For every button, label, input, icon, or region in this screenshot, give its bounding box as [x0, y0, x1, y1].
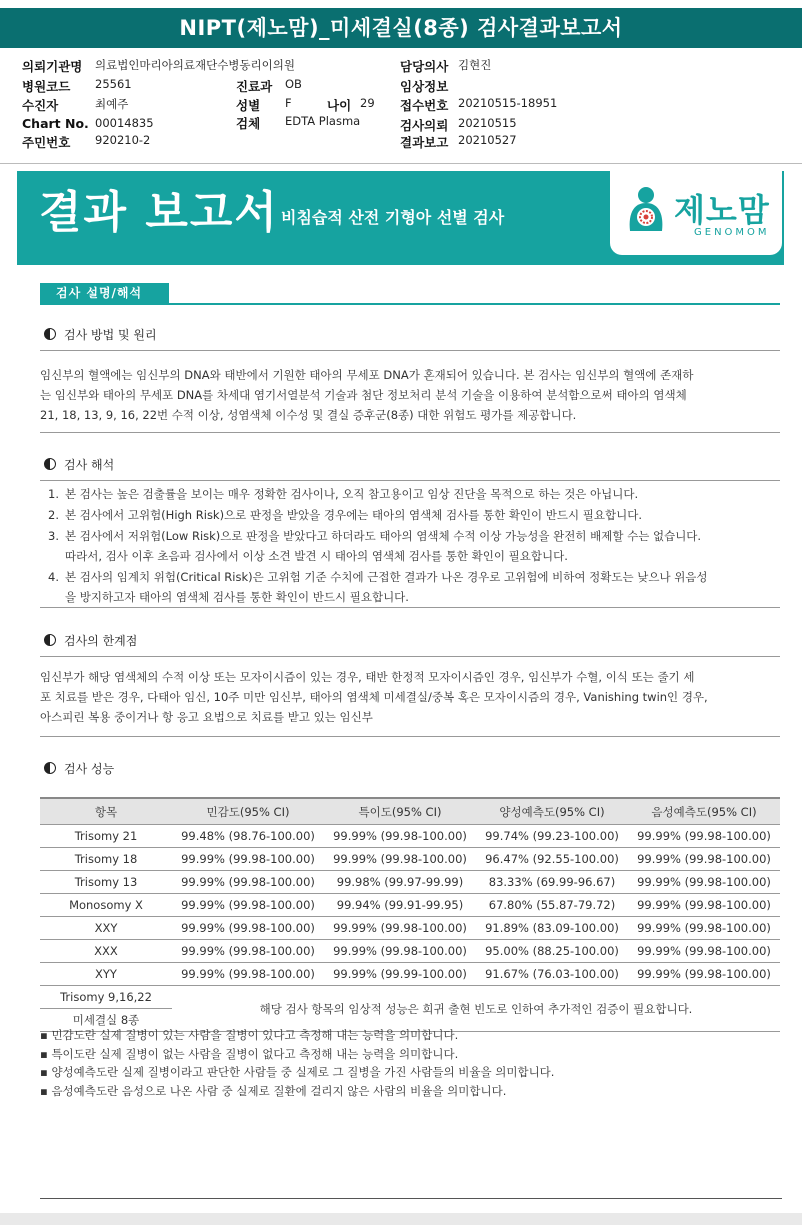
info-value-chart-no: 00014835 — [95, 116, 154, 130]
info-label-receipt-no: 접수번호 — [400, 98, 449, 113]
column-header: 특이도(95% CI) — [324, 798, 476, 825]
info-value-patient: 최예주 — [95, 97, 129, 111]
limitations-text — [40, 667, 782, 727]
method-line: 는 임신부와 태아의 무세포 DNA를 차세대 염기서열분석 기술과 첨단 정보처리 분석 기술을 이용하여 분석함으로써 태아의 염색체 — [40, 388, 687, 402]
section-title: 검사 설명/해석 — [40, 283, 169, 304]
list-number: 3. — [48, 529, 59, 543]
table-cell: Trisomy 21 — [40, 825, 172, 848]
table-cell: 99.99% (99.98-100.00) — [172, 963, 324, 986]
table-cell: 99.99% (99.98-100.00) — [628, 825, 780, 848]
footnote: ▪ 민감도란 실제 질병이 있는 사람을 질병이 있다고 측정해 내는 능력을 의미합니다. — [40, 1026, 554, 1045]
half-circle-icon — [44, 762, 56, 774]
table-header-row — [40, 798, 780, 825]
limitations-heading — [44, 632, 137, 649]
list-text: 본 검사에서 저위험(Low Risk)으로 판정을 받았다고 하더라도 태아의 염색체 수적 이상 가능성을 완전히 배제할 수는 없습니다. — [65, 529, 702, 543]
divider — [40, 736, 780, 737]
method-heading-text: 검사 방법 및 원리 — [64, 328, 157, 342]
limitations-heading-text: 검사의 한계점 — [64, 634, 138, 648]
half-circle-icon — [44, 634, 56, 646]
divider — [40, 607, 780, 608]
table-cell: 99.99% (99.98-100.00) — [628, 917, 780, 940]
limitations-line: 임신부가 해당 염색체의 수적 이상 또는 모자이시즘이 있는 경우, 태반 한정적 모자이시즘인 경우, 임신부가 수혈, 이식 또는 줄기 세 — [40, 670, 695, 684]
list-number: 1. — [48, 487, 59, 501]
interpretation-heading-text: 검사 해석 — [64, 458, 115, 472]
table-cell: 83.33% (69.99-96.67) — [476, 871, 628, 894]
performance-table — [40, 797, 780, 1032]
limitations-line: 포 치료를 받은 경우, 다태아 임신, 10주 미만 임신부, 태아의 염색체 미세결실/중복 혹은 모자이시즘의 경우, Vanishing twin인 경우, — [40, 690, 708, 704]
list-text: 을 방지하고자 태아의 염색체 검사를 통한 확인이 반드시 필요합니다. — [65, 590, 409, 604]
info-label-clinical-info: 임상정보 — [400, 79, 449, 94]
table-row — [40, 848, 780, 871]
table-cell: XXY — [40, 917, 172, 940]
info-value-requester: 의료법인마리아의료재단수병동리이의원 — [95, 58, 295, 72]
list-text: 따라서, 검사 이후 초음파 검사에서 이상 소견 발견 시 태아의 염색체 검사를 통한 확인이 필요합니다. — [65, 549, 568, 563]
patient-info — [0, 55, 802, 155]
info-label-specimen: 검체 — [236, 116, 261, 131]
table-cell: Monosomy X — [40, 894, 172, 917]
table-row — [40, 986, 780, 1009]
list-number: 4. — [48, 570, 59, 584]
table-row — [40, 871, 780, 894]
table-cell: 91.67% (76.03-100.00) — [476, 963, 628, 986]
table-cell: 99.99% (99.98-100.00) — [628, 871, 780, 894]
table-cell: Trisomy 9,16,22 — [40, 986, 172, 1009]
info-label-department: 진료과 — [236, 79, 273, 94]
list-text: 본 검사의 임계치 위험(Critical Risk)은 고위험 기준 수치에 근접한 결과가 나온 경우로 고위험에 비하여 정확도는 낮으나 위음성 — [65, 570, 708, 584]
genomom-logo-icon — [624, 183, 668, 233]
table-cell: 99.99% (99.99-100.00) — [324, 963, 476, 986]
table-cell: 99.99% (99.98-100.00) — [324, 825, 476, 848]
list-text: 본 검사에서 고위험(High Risk)으로 판정을 받았을 경우에는 태아의 염색체 검사를 통한 확인이 반드시 필요합니다. — [65, 508, 642, 522]
method-text — [40, 365, 782, 425]
divider — [0, 163, 802, 164]
report-title: NIPT(제노맘)_미세결실(8종) 검사결과보고서 — [0, 8, 802, 48]
report-banner — [17, 171, 784, 265]
info-label-request-date: 검사의뢰 — [400, 118, 449, 133]
table-cell: Trisomy 13 — [40, 871, 172, 894]
list-number: 2. — [48, 508, 59, 522]
interpretation-heading — [44, 456, 114, 473]
table-cell: 99.99% (99.98-100.00) — [628, 894, 780, 917]
list-item — [48, 505, 778, 525]
table-cell: 99.94% (99.91-99.95) — [324, 894, 476, 917]
table-cell: 95.00% (88.25-100.00) — [476, 940, 628, 963]
table-cell: 99.99% (99.98-100.00) — [172, 940, 324, 963]
table-note-cell: 해당 검사 항목의 임상적 성능은 희귀 출현 빈도로 인하여 추가적인 검증이 필요합니다. — [172, 986, 780, 1032]
divider — [40, 350, 780, 351]
table-cell: Trisomy 18 — [40, 848, 172, 871]
table-cell: 99.99% (99.98-100.00) — [628, 848, 780, 871]
info-label-doctor: 담당의사 — [400, 59, 449, 74]
table-row — [40, 825, 780, 848]
interpretation-list — [48, 484, 778, 608]
info-value-sex: F — [285, 96, 292, 110]
table-cell: 미세결실 8종 — [40, 1009, 172, 1032]
half-circle-icon — [44, 458, 56, 470]
table-cell: 99.99% (99.98-100.00) — [324, 940, 476, 963]
table-cell: 99.99% (99.98-100.00) — [324, 917, 476, 940]
info-value-receipt-no: 20210515-18951 — [458, 96, 558, 110]
table-cell: 99.99% (99.98-100.00) — [628, 940, 780, 963]
info-value-report-date: 20210527 — [458, 133, 517, 147]
method-line: 임신부의 혈액에는 임신부의 DNA와 태반에서 기원한 태아의 무세포 DNA가 혼재되어 있습니다. 본 검사는 임신부의 혈액에 존재하 — [40, 368, 694, 382]
half-circle-icon — [44, 328, 56, 340]
footnote: ▪ 특이도란 실제 질병이 없는 사람을 질병이 없다고 측정해 내는 능력을 의미합니다. — [40, 1045, 554, 1064]
list-item — [48, 484, 778, 504]
info-label-patient: 수진자 — [22, 98, 59, 113]
footnote: ▪ 음성예측도란 음성으로 나온 사람 중 실제로 질환에 걸리지 않은 사람의 비율을 의미합니다. — [40, 1082, 554, 1101]
info-label-resident-no: 주민번호 — [22, 135, 71, 150]
info-value-resident-no: 920210-2 — [95, 133, 151, 147]
page-bottom-strip — [0, 1213, 802, 1225]
logo-text-korean: 제노맘 — [674, 191, 770, 229]
logo-text-english: GENOMOM — [694, 227, 770, 238]
table-cell: 99.48% (98.76-100.00) — [172, 825, 324, 848]
table-cell: 67.80% (55.87-79.72) — [476, 894, 628, 917]
table-row — [40, 894, 780, 917]
column-header: 항목 — [40, 798, 172, 825]
table-cell: 96.47% (92.55-100.00) — [476, 848, 628, 871]
footnote: ▪ 양성예측도란 실제 질병이라고 판단한 사람들 중 실제로 그 질병을 가진 사람들의 비율을 의미합니다. — [40, 1063, 554, 1082]
table-row — [40, 963, 780, 986]
info-value-department: OB — [285, 77, 302, 91]
table-row — [40, 940, 780, 963]
banner-subtitle: 비침습적 산전 기형아 선별 검사 — [281, 208, 505, 227]
column-header: 음성예측도(95% CI) — [628, 798, 780, 825]
info-label-chart-no: Chart No. — [22, 116, 89, 131]
table-cell: 91.89% (83.09-100.00) — [476, 917, 628, 940]
divider — [40, 432, 780, 433]
info-label-sex: 성별 — [236, 98, 261, 113]
table-cell: 99.99% (99.98-100.00) — [172, 894, 324, 917]
info-value-request-date: 20210515 — [458, 116, 517, 130]
table-cell: 99.74% (99.23-100.00) — [476, 825, 628, 848]
footnotes — [40, 1026, 554, 1100]
method-heading — [44, 326, 157, 343]
table-cell: 99.99% (99.98-100.00) — [628, 963, 780, 986]
info-value-specimen: EDTA Plasma — [285, 114, 361, 128]
table-cell: 99.99% (99.98-100.00) — [172, 871, 324, 894]
column-header: 민감도(95% CI) — [172, 798, 324, 825]
divider — [40, 656, 780, 657]
column-header: 양성예측도(95% CI) — [476, 798, 628, 825]
table-cell: XYY — [40, 963, 172, 986]
table-cell: XXX — [40, 940, 172, 963]
performance-heading — [44, 760, 114, 777]
method-line: 21, 18, 13, 9, 16, 22번 수적 이상, 성염색체 이수성 및 결실 증후군(8종) 대한 위험도 평가를 제공합니다. — [40, 408, 577, 422]
table-row — [40, 917, 780, 940]
banner-title: 결과 보고서 — [39, 187, 279, 238]
table-cell: 99.98% (99.97-99.99) — [324, 871, 476, 894]
table-cell: 99.99% (99.98-100.00) — [324, 848, 476, 871]
divider — [40, 480, 780, 481]
list-item — [48, 567, 778, 607]
info-label-hospital-code: 병원코드 — [22, 79, 71, 94]
info-label-age: 나이 — [327, 98, 352, 113]
info-value-doctor: 김현진 — [458, 58, 492, 72]
table-cell: 99.99% (99.98-100.00) — [172, 848, 324, 871]
info-value-age: 29 — [360, 96, 375, 110]
list-text: 본 검사는 높은 검출률을 보이는 매우 정확한 검사이나, 오직 참고용이고 임상 진단을 목적으로 하는 것은 아닙니다. — [65, 487, 639, 501]
divider — [40, 1198, 782, 1199]
performance-heading-text: 검사 성능 — [64, 762, 115, 776]
section-underline — [40, 303, 780, 305]
genomom-logo — [610, 171, 782, 255]
list-item — [48, 526, 778, 566]
limitations-line: 아스피린 복용 중이거나 항 응고 요법으로 치료를 받고 있는 임신부 — [40, 710, 373, 724]
info-label-report-date: 결과보고 — [400, 135, 449, 150]
table-cell: 99.99% (99.98-100.00) — [172, 917, 324, 940]
info-value-hospital-code: 25561 — [95, 77, 132, 91]
info-label-requester: 의뢰기관명 — [22, 59, 83, 74]
